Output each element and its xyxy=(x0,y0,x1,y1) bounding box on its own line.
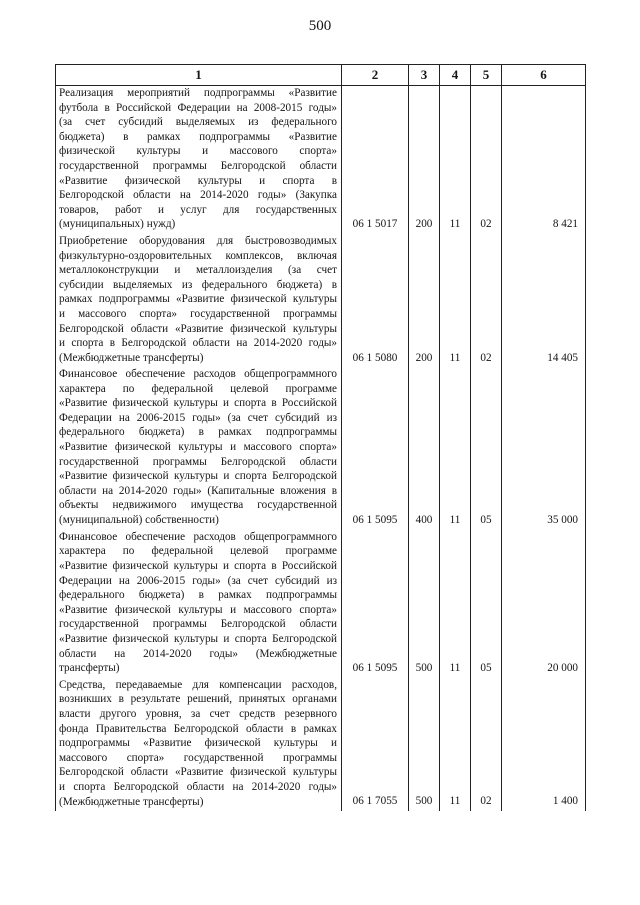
description-line: области на 2014-2020 годы» (Капитальные вложения в xyxy=(59,484,337,497)
section-code-cell xyxy=(440,367,471,530)
description-line: «Развитие физической культуры и массового спорта» xyxy=(59,441,337,454)
description-line: государственной программы Белгородской области xyxy=(59,455,337,468)
description-line: федерального бюджета) в рамках подпрограммы xyxy=(59,589,337,602)
description-line: характера по федеральной целевой программе xyxy=(59,545,337,558)
description-line: и спорта в Белгородской области на 2014-2020 годы» xyxy=(59,337,337,350)
section-code: 11 xyxy=(449,514,461,527)
description-line: характера по федеральной целевой программе xyxy=(59,382,337,395)
description-line: Приобретение оборудования для быстровозводимых xyxy=(59,234,337,247)
expense-type-code-cell xyxy=(409,234,440,367)
row-description xyxy=(56,86,342,234)
amount-value: 1 400 xyxy=(552,795,578,808)
description-line: «Развитие физической культуры и спорта в Российской xyxy=(59,560,337,573)
description-line: Финансовое обеспечение расходов общепрограммного xyxy=(59,530,337,543)
table-header-row xyxy=(56,65,586,86)
amount-value: 35 000 xyxy=(547,514,578,527)
description-line: субсидии выделяемых из федерального бюджета) в xyxy=(59,278,337,291)
table-row xyxy=(56,530,586,678)
description-line: Федерации на 2006-2015 годы» (за счет субсидий из xyxy=(59,574,337,587)
target-article-code-cell xyxy=(342,86,409,234)
section-code-cell xyxy=(440,678,471,811)
section-code: 11 xyxy=(449,662,461,675)
description-line: и массового спорта» государственной программы xyxy=(59,307,337,320)
expense-type-code: 200 xyxy=(415,218,433,231)
subsection-code: 02 xyxy=(480,218,492,231)
description-line: государственной программы Белгородской области xyxy=(59,618,337,631)
target-article-code-cell xyxy=(342,530,409,678)
description-line: «Развитие физической культуры и спорта в xyxy=(59,174,337,187)
table-row xyxy=(56,86,586,234)
expense-type-code: 200 xyxy=(415,351,433,364)
section-code: 11 xyxy=(449,351,461,364)
amount-value-cell xyxy=(502,367,586,530)
description-line: (за счет субсидий выделяемых из федерального xyxy=(59,116,337,129)
target-article-code-cell xyxy=(342,678,409,811)
target-article-code: 06 1 5017 xyxy=(352,218,398,231)
description-line: физкультурно-оздоровительных комплексов, включая xyxy=(59,249,337,262)
description-line: металлоконструкции и металлоизделия (за счет xyxy=(59,264,337,277)
amount-value: 8 421 xyxy=(552,218,578,231)
table-row xyxy=(56,678,586,811)
description-line: «Развитие физической культуры и спорта Белгородской xyxy=(59,633,337,646)
section-code-cell xyxy=(440,86,471,234)
description-line: Реализация мероприятий подпрограммы «Развитие xyxy=(59,87,337,99)
amount-value: 20 000 xyxy=(547,662,578,675)
target-article-code-cell xyxy=(342,367,409,530)
description-line: трансферты) xyxy=(59,662,120,675)
column-header: 1 xyxy=(56,65,342,86)
expense-type-code-cell xyxy=(409,678,440,811)
target-article-code: 06 1 7055 xyxy=(352,795,398,808)
table-row xyxy=(56,234,586,367)
description-line: Белгородской области «Развитие физической культуры xyxy=(59,322,337,335)
budget-table xyxy=(55,64,586,811)
subsection-code-cell xyxy=(471,367,502,530)
description-line: Белгородской области «Развитие физической культуры xyxy=(59,766,337,779)
description-line: (муниципальной) собственности) xyxy=(59,514,219,527)
description-line: Финансовое обеспечение расходов общепрограммного xyxy=(59,368,337,381)
description-line: «Развитие физической культуры и массового спорта» xyxy=(59,603,337,616)
expense-type-code: 500 xyxy=(415,662,433,675)
column-header: 2 xyxy=(342,65,409,86)
column-header: 3 xyxy=(409,65,440,86)
subsection-code: 05 xyxy=(480,514,492,527)
row-description xyxy=(56,678,342,811)
row-description xyxy=(56,530,342,678)
description-line: государственной программы Белгородской области xyxy=(59,159,337,172)
subsection-code-cell xyxy=(471,234,502,367)
expense-type-code: 400 xyxy=(415,514,433,527)
description-line: футбола в Российской Федерации на 2008-2015 годы» xyxy=(59,101,337,114)
description-line: Федерации на 2006-2015 годы» (за счет субсидий из xyxy=(59,411,337,424)
amount-value-cell xyxy=(502,678,586,811)
column-header: 6 xyxy=(502,65,586,86)
subsection-code: 02 xyxy=(480,351,492,364)
subsection-code-cell xyxy=(471,678,502,811)
expense-type-code-cell xyxy=(409,530,440,678)
description-line: бюджета) в рамках подпрограммы «Развитие xyxy=(59,130,337,143)
subsection-code-cell xyxy=(471,86,502,234)
target-article-code: 06 1 5095 xyxy=(352,514,398,527)
section-code-cell xyxy=(440,234,471,367)
description-line: возникших в результате решений, принятых органами xyxy=(59,693,337,706)
column-header: 4 xyxy=(440,65,471,86)
target-article-code: 06 1 5080 xyxy=(352,351,398,364)
row-description xyxy=(56,367,342,530)
description-line: «Развитие физической культуры и спорта Белгородской xyxy=(59,470,337,483)
description-line: власти другого уровня, за счет средств резервного xyxy=(59,708,337,720)
column-header: 5 xyxy=(471,65,502,86)
description-line: массового спорта» государственной программы xyxy=(59,751,337,764)
description-line: Белгородской области на 2014-2020 годы» (Закупка xyxy=(59,189,337,202)
table-row xyxy=(56,367,586,530)
description-line: «Развитие физической культуры и спорта в Российской xyxy=(59,397,337,410)
expense-type-code-cell xyxy=(409,367,440,530)
subsection-code-cell xyxy=(471,530,502,678)
section-code: 11 xyxy=(449,218,461,231)
description-line: (Межбюджетные трансферты) xyxy=(59,795,204,808)
description-line: фонда Правительства Белгородской области в рамках xyxy=(59,722,337,735)
description-line: (Межбюджетные трансферты) xyxy=(59,351,204,364)
description-line: и спорта Белгородской области на 2014-2020 годы» xyxy=(59,780,337,793)
target-article-code: 06 1 5095 xyxy=(352,662,398,675)
amount-value: 14 405 xyxy=(547,351,578,364)
row-description xyxy=(56,234,342,367)
expense-type-code: 500 xyxy=(415,795,433,808)
description-line: Средства, передаваемые для компенсации расходов, xyxy=(59,678,337,691)
description-line: (муниципальных) нужд) xyxy=(59,218,176,231)
description-line: федерального бюджета) в рамках подпрограммы xyxy=(59,426,337,439)
amount-value-cell xyxy=(502,234,586,367)
amount-value-cell xyxy=(502,530,586,678)
expense-type-code-cell xyxy=(409,86,440,234)
description-line: товаров, работ и услуг для государственных xyxy=(59,203,337,216)
section-code-cell xyxy=(440,530,471,678)
subsection-code: 02 xyxy=(480,795,492,808)
page-number: 500 xyxy=(308,18,332,34)
amount-value-cell xyxy=(502,86,586,234)
subsection-code: 05 xyxy=(480,662,492,675)
description-line: области на 2014-2020 годы» (Межбюджетные xyxy=(59,647,337,660)
target-article-code-cell xyxy=(342,234,409,367)
section-code: 11 xyxy=(449,795,461,808)
description-line: физической культуры и массового спорта» xyxy=(59,145,337,158)
description-line: подпрограммы «Развитие физической культуры и xyxy=(59,737,337,750)
description-line: рамках подпрограммы «Развитие физической культуры xyxy=(59,293,337,306)
description-line: объекты недвижимого имущества государственной xyxy=(59,499,337,512)
